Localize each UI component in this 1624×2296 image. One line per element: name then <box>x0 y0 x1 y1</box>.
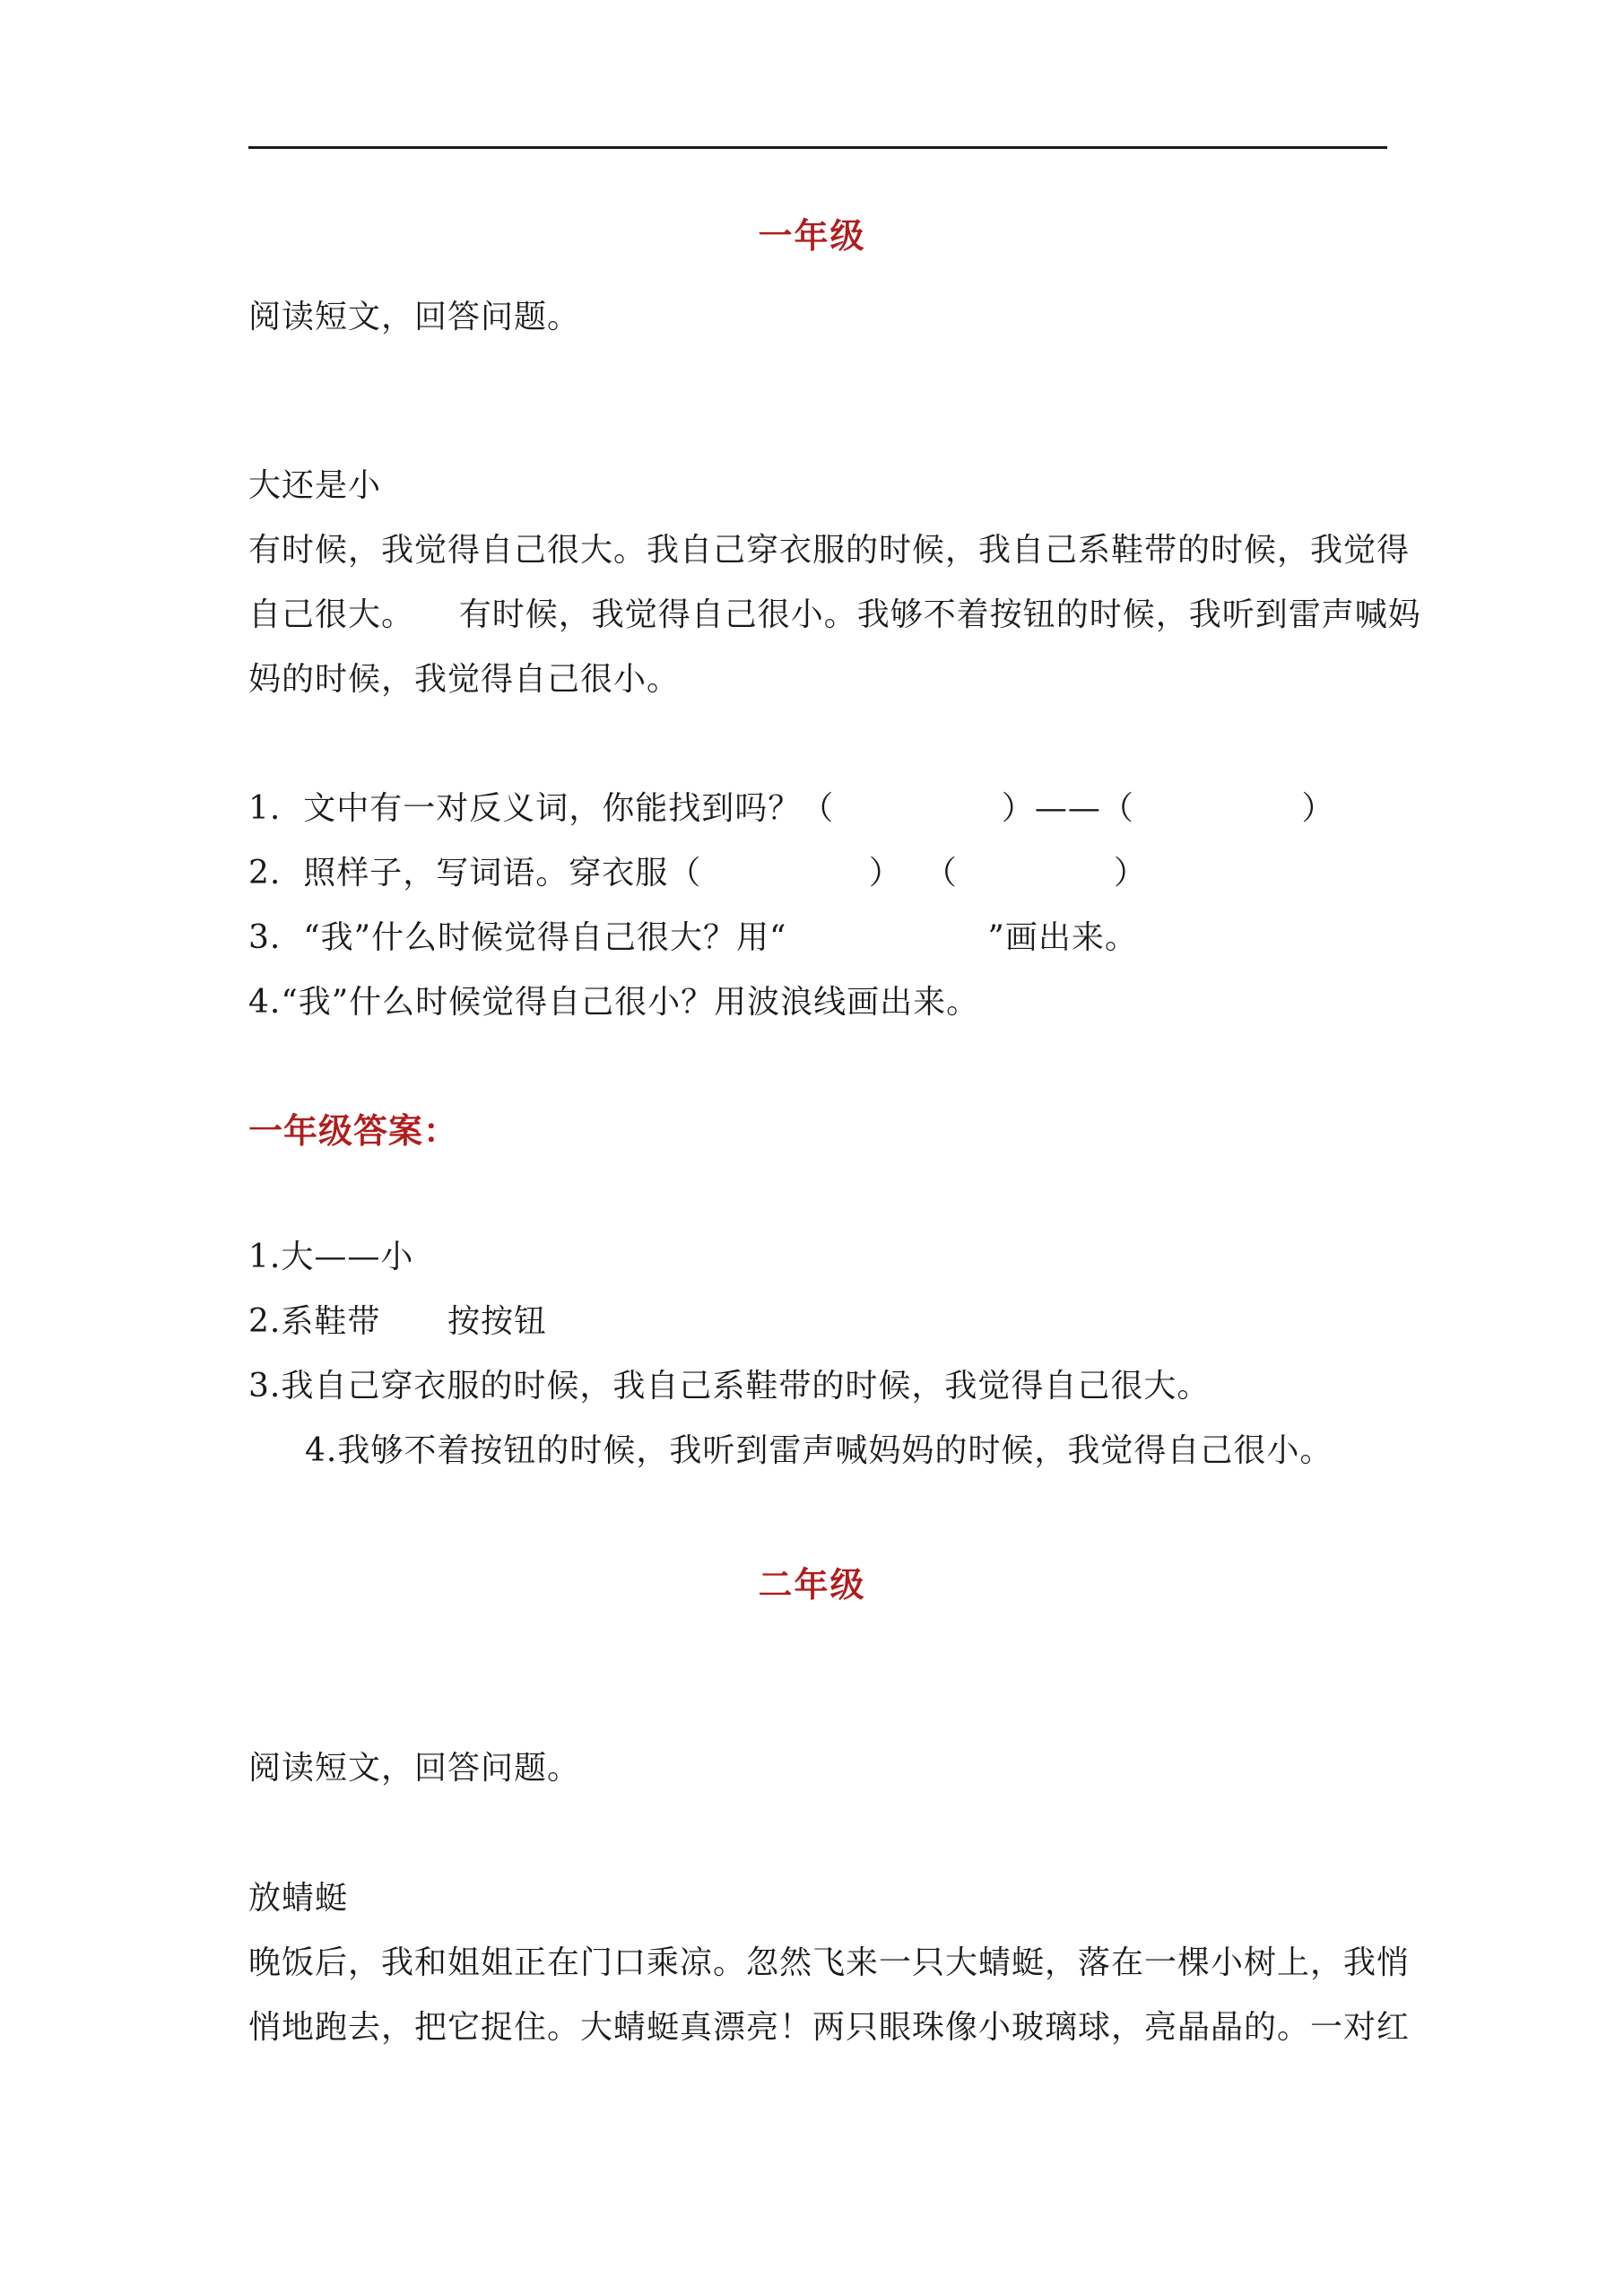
grade1-question: 3. “我”什么时候觉得自己很大？用“ ”画出来。 <box>248 919 1138 956</box>
grade1-heading: 一年级 <box>758 215 866 256</box>
grade1-question: 4.“我”什么时候觉得自己很小？用波浪线画出来。 <box>248 984 980 1021</box>
grade1-passage-line: 妈的时候，我觉得自己很小。 <box>248 661 681 698</box>
grade1-answer: 1.大——小 <box>248 1239 414 1275</box>
header-rule <box>248 146 1387 149</box>
grade1-question: 2. 照样子，写词语。穿衣服（ ） （ ） <box>248 855 1147 891</box>
grade1-answer-heading: 一年级答案： <box>248 1110 459 1151</box>
grade1-answer: 3.我自己穿衣服的时候，我自己系鞋带的时候，我觉得自己很大。 <box>248 1368 1211 1405</box>
grade1-passage-line: 自己很大。 有时候，我觉得自己很小。我够不着按钮的时候，我听到雷声喊妈 <box>248 596 1421 633</box>
grade2-instruction: 阅读短文，回答问题。 <box>248 1750 581 1787</box>
grade1-instruction: 阅读短文，回答问题。 <box>248 299 581 335</box>
grade2-heading: 二年级 <box>758 1564 866 1605</box>
grade1-passage-title: 大还是小 <box>248 467 382 504</box>
grade1-question: 1. 文中有一对反义词，你能找到吗？（ ）——（ ） <box>248 790 1335 827</box>
grade2-passage-line: 晚饭后，我和姐姐正在门口乘凉。忽然飞来一只大蜻蜓，落在一棵小树上，我悄 <box>248 1944 1411 1981</box>
grade2-passage-line: 悄地跑去，把它捉住。大蜻蜓真漂亮！两只眼珠像小玻璃球，亮晶晶的。一对红 <box>248 2009 1411 2046</box>
grade1-answer: 4.我够不着按钮的时候，我听到雷声喊妈妈的时候，我觉得自己很小。 <box>305 1432 1333 1469</box>
grade2-passage-title: 放蜻蜓 <box>248 1880 349 1917</box>
grade1-passage-line: 有时候，我觉得自己很大。我自己穿衣服的时候，我自己系鞋带的时候，我觉得 <box>248 532 1411 569</box>
grade1-answer: 2.系鞋带 按按钮 <box>248 1303 548 1340</box>
